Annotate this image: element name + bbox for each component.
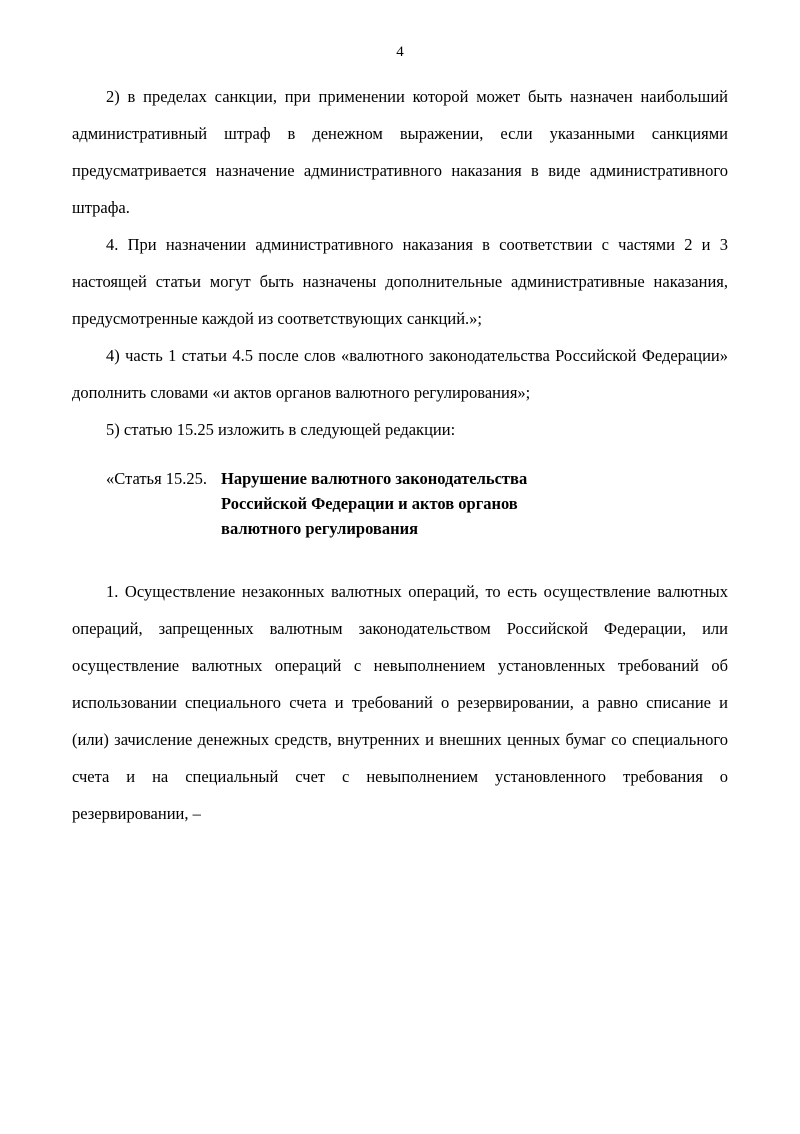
article-title-line-1: Нарушение валютного законодательства [221, 469, 528, 488]
paragraph-article-part-1: 1. Осуществление незаконных валютных операций, то есть осуществление валютных операций, запрещенных валютным законодательством Российской Федерации, или осуществление валютных операций с невыполнением установленных требований об использовании специального счета и требований о резервировании, а равно списание и (или) зачисление денежных средств, внутренних и внешних ценных бумаг со специального счета и на специальный счет с невыполнением установленного требования о резервировании, – [72, 582, 728, 823]
paragraph-item-4: 4) часть 1 статьи 4.5 после слов «валютного законодательства Российской Федерации» дополнить словами «и актов органов валютного регулирования»; [72, 346, 728, 402]
paragraph-item-5: 5) статью 15.25 изложить в следующей редакции: [106, 420, 456, 439]
article-number-label: «Статья 15.25. [106, 469, 208, 488]
article-heading [72, 466, 728, 541]
article-title-line-2: Российской Федерации и актов органов [221, 494, 518, 513]
paragraph-item-2: 2) в пределах санкции, при применении которой может быть назначен наибольший административный штраф в денежном выражении, если указанными санкциями предусматривается назначение административного наказания в виде административного штрафа. [72, 87, 728, 217]
document-body [72, 78, 728, 832]
paragraph-part-4: 4. При назначении административного наказания в соответствии с частями 2 и 3 настоящей статьи могут быть назначены дополнительные административные наказания, предусмотренные каждой из соответствующих санкций.»; [72, 235, 728, 328]
spacer [72, 541, 728, 573]
article-title-line-3: валютного регулирования [221, 519, 419, 538]
article-title [207, 466, 527, 541]
page-number: 4 [396, 44, 404, 60]
